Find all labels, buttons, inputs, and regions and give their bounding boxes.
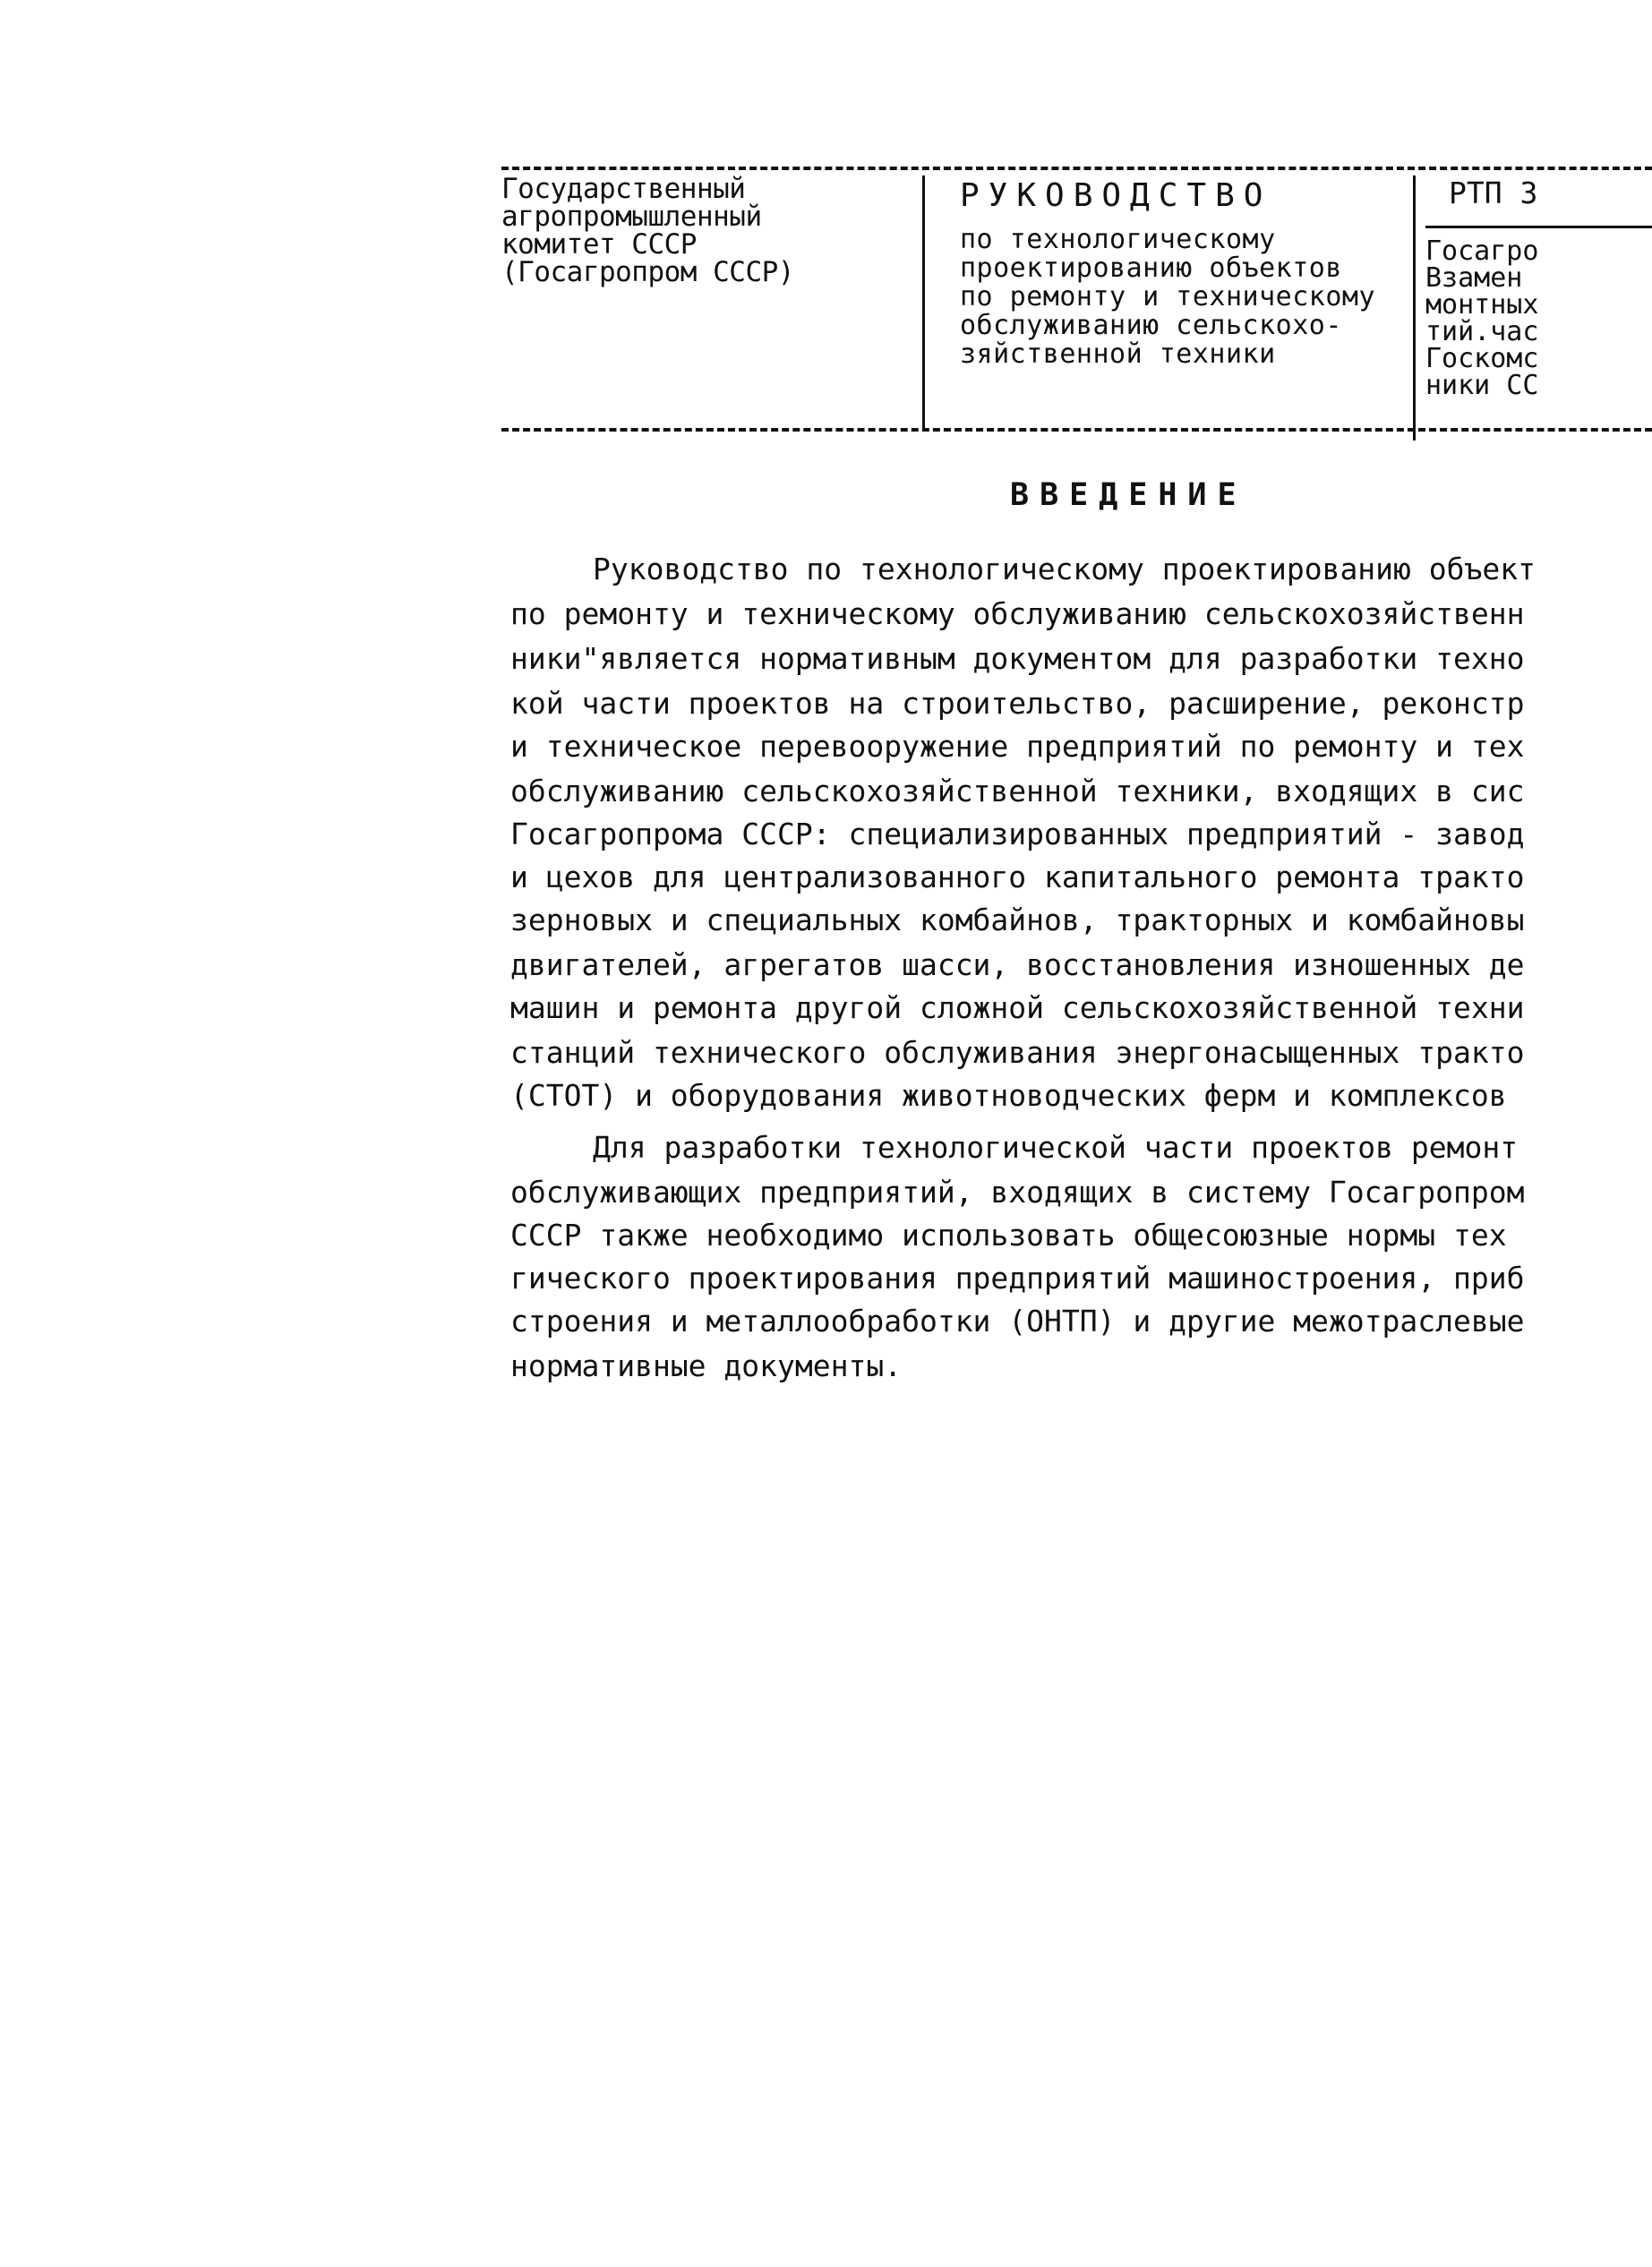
side-note: Госагро Взамен монтных тий.час Госкомс ники СС	[1425, 235, 1539, 401]
paragraph-line: двигателей, агрегатов шасси, восстановления изношенных де	[510, 947, 1525, 982]
section-heading: ВВЕДЕНИЕ	[1010, 477, 1247, 513]
code-rule	[1425, 226, 1652, 228]
paragraph-line: станций технического обслуживания энергонасыщенных тракто	[510, 1035, 1525, 1070]
paragraph-line: (СТОТ) и оборудования животноводческих ферм и комплексов	[510, 1078, 1507, 1113]
paragraph-line: СССР также необходимо использовать общесоюзные нормы тех	[510, 1218, 1507, 1253]
paragraph-line: кой части проектов на строительство, расширение, реконстр	[510, 686, 1525, 721]
paragraph-line: по ремонту и техническому обслуживанию сельскохозяйственн	[510, 596, 1525, 631]
document-subtitle: по технологическому проектированию объектов по ремонту и техническому обслуживанию сельскохо- зяйственной техники	[960, 224, 1376, 370]
paragraph-line: строения и металлообработки (ОНТП) и другие межотраслевые	[510, 1304, 1525, 1339]
paragraph-line: обслуживающих предприятий, входящих в систему Госагропром	[510, 1175, 1525, 1210]
paragraph-line: нормативные документы.	[510, 1348, 903, 1383]
document-code: РТП 3	[1449, 175, 1538, 210]
issuing-organization: Государственный агропромышленный комитет СССР (Госагропром СССР)	[501, 173, 794, 288]
paragraph-line: и техническое перевооружение предприятий по ремонту и тех	[510, 729, 1525, 764]
paragraph-line: гического проектирования предприятий машиностроения, приб	[510, 1261, 1525, 1296]
paragraph-line: Госагропрома СССР: специализированных предприятий - завод	[510, 817, 1525, 851]
paragraph-line: и цехов для централизованного капитального ремонта тракто	[510, 860, 1525, 894]
paragraph-line: Руководство по технологическому проектированию объект	[593, 552, 1536, 586]
header-divider-left	[922, 175, 925, 430]
header-top-rule	[501, 167, 1652, 170]
header-bottom-rule	[501, 428, 1652, 432]
paragraph-line: машин и ремонта другой сложной сельскохозяйственной техни	[510, 990, 1525, 1025]
paragraph-line: ники"является нормативным документом для разработки техно	[510, 641, 1525, 676]
paragraph-line: обслуживанию сельскохозяйственной техники, входящих в сис	[510, 774, 1525, 808]
paragraph-line: Для разработки технологической части проектов ремонт	[593, 1130, 1519, 1165]
paragraph-line: зерновых и специальных комбайнов, тракторных и комбайновы	[510, 903, 1525, 937]
document-title: РУКОВОДСТВО	[960, 177, 1272, 214]
